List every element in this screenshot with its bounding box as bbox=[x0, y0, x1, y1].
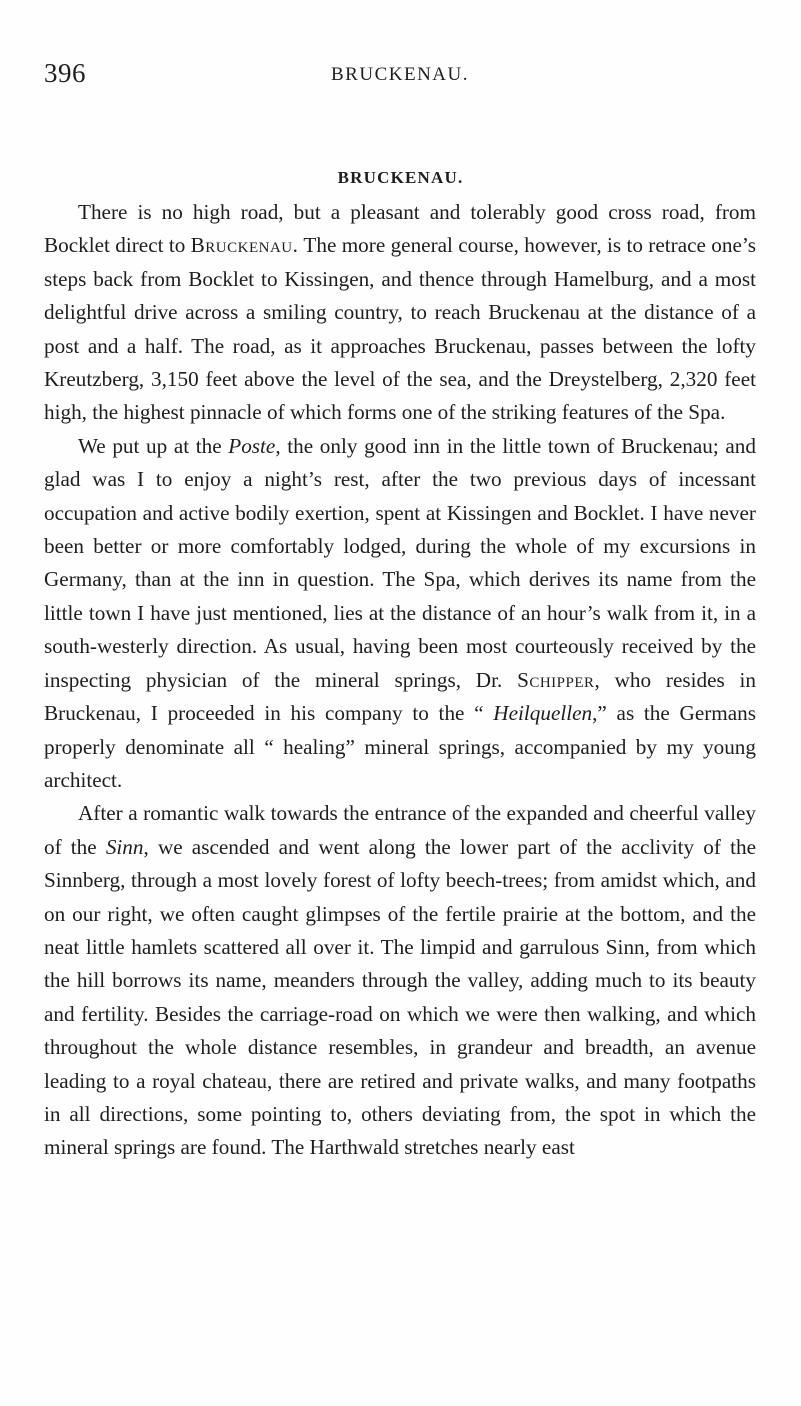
section-title: BRUCKENAU. bbox=[337, 168, 464, 187]
page-number: 396 bbox=[44, 58, 86, 88]
paragraph bbox=[44, 196, 756, 430]
small-caps-text: Bruckenau. bbox=[190, 233, 299, 258]
running-title: BRUCKENAU. bbox=[331, 64, 469, 85]
paragraph bbox=[44, 430, 756, 797]
italic-text: Poste bbox=[228, 433, 276, 458]
text-run: We put up at the bbox=[78, 433, 229, 458]
text-run: , who resides in Bruckenau, I proceeded in his company to the “ bbox=[44, 667, 756, 726]
text-run: , we ascended and went along the lower part of the acclivity of the Sinnberg, through a most lovely forest of lofty beech-trees; from amidst which, and on our right, we often caught glimpses of the fertile prairie at the bottom, and the neat little hamlets scattered all over it. The limpid and garrulous Sinn, from which the hill borrows its name, meanders through the valley, adding much to its beauty and fertility. Besides the carriage-road on which we were then walking, and which throughout the whole distance resembles, in grandeur and breadth, an avenue leading to a royal chateau, there are retired and private walks, and many footpaths in all directions, some pointing to, others deviating from, the spot in which the mineral springs are found. The Harthwald stretches nearly east bbox=[44, 834, 756, 1160]
running-head bbox=[44, 58, 756, 90]
italic-text: Heilquellen bbox=[493, 701, 593, 726]
paragraph bbox=[44, 797, 756, 1164]
body-text bbox=[44, 196, 756, 1165]
text-run: There is no high road, but a pleasant and tolerably good cross road, from Bocklet direct to bbox=[44, 200, 756, 258]
text-run: After a romantic walk towards the entrance of the expanded and cheerful valley of the bbox=[44, 801, 756, 859]
text-run: The more general course, however, is to retrace one’s steps back from Bocklet to Kissingen, and thence through Hamelburg, and a most delightful drive across a smiling country, to reach Bruckenau at the distance of a post and a half. The road, as it approaches Bruckenau, passes between the lofty Kreutzberg, 3,150 feet above the level of the sea, and the Dreystelberg, 2,320 feet high, the highest pinnacle of which forms one of the striking features of the Spa. bbox=[44, 233, 756, 425]
small-caps-text: Schipper bbox=[517, 667, 595, 692]
italic-text: Sinn bbox=[105, 834, 144, 859]
text-run: ,” as the Germans properly denominate all “ healing” mineral springs, accompanied by my young architect. bbox=[44, 701, 756, 792]
text-run: , the only good inn in the little town of Bruckenau; and glad was I to enjoy a night’s rest, after the two previous days of incessant occupation and active bodily exertion, spent at Kissingen and Bocklet. I have never been better or more comfortably lodged, during the whole of my excursions in Germany, than at the inn in question. The Spa, which derives its name from the little town I have just mentioned, lies at the distance of an hour’s walk from it, in a south-westerly direction. As usual, having been most courteously received by the inspecting physician of the mineral springs, Dr. bbox=[44, 433, 756, 692]
